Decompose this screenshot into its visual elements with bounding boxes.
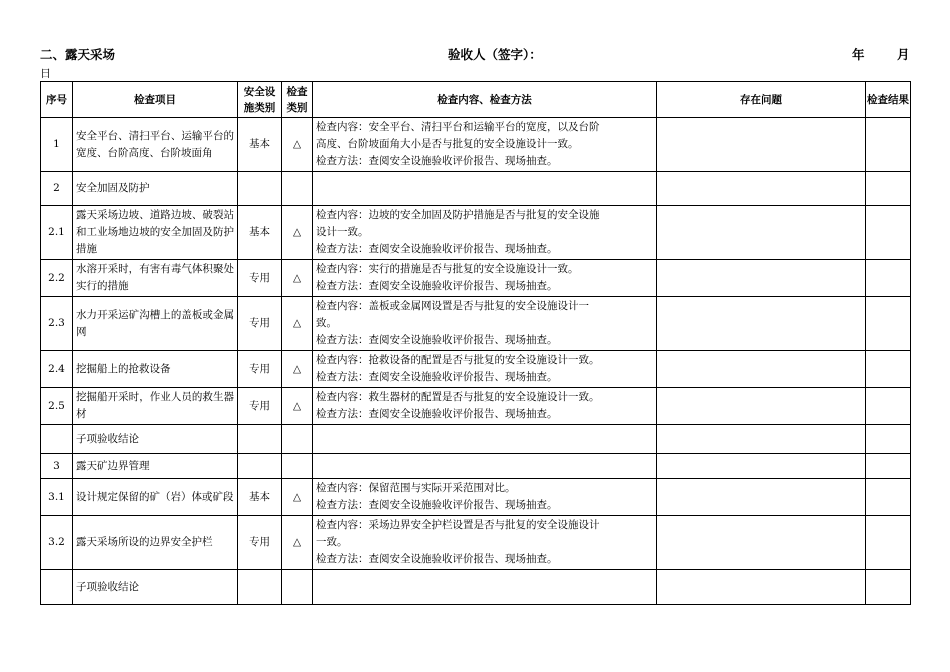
col-header-no: 序号 (41, 82, 73, 118)
content-line: 设计一致。 (316, 226, 369, 238)
row-problems-cell (657, 388, 866, 425)
content-line: 一致。 (316, 536, 348, 548)
table-row (41, 351, 911, 388)
row-result-cell (866, 297, 911, 351)
month-label: 月 (897, 47, 910, 62)
year-label: 年 (852, 47, 865, 62)
row-facility-type: 专用 (238, 516, 282, 570)
row-content (313, 388, 657, 425)
row-content (313, 516, 657, 570)
row-number: 3.1 (41, 479, 73, 516)
content-line: 检查方法：查阅安全设施验收评价报告、现场抽查。 (316, 243, 558, 255)
content-line: 检查内容：实行的措施是否与批复的安全设施设计一致。 (316, 263, 579, 275)
row-item: 安全加固及防护 (73, 172, 238, 206)
row-problems-cell (657, 172, 866, 206)
row-result-cell (866, 206, 911, 260)
content-line: 检查内容：抢救设备的配置是否与批复的安全设施设计一致。 (316, 354, 600, 366)
row-result-cell (866, 118, 911, 172)
row-check-type: △ (282, 351, 313, 388)
table-row (41, 479, 911, 516)
row-problems-cell (657, 425, 866, 454)
row-item: 子项验收结论 (73, 570, 238, 605)
table-row (41, 206, 911, 260)
row-facility-type: 专用 (238, 388, 282, 425)
row-content (313, 425, 657, 454)
row-facility-type: 专用 (238, 260, 282, 297)
row-facility-type: 基本 (238, 479, 282, 516)
row-content (313, 206, 657, 260)
row-facility-type: 基本 (238, 118, 282, 172)
day-label: 日 (40, 67, 51, 80)
row-problems-cell (657, 479, 866, 516)
col-header-result: 检查结果 (866, 82, 911, 118)
table-header-row (41, 82, 911, 118)
content-line: 检查方法：查阅安全设施验收评价报告、现场抽查。 (316, 280, 558, 292)
content-line: 检查内容：边坡的安全加固及防护措施是否与批复的安全设施 (316, 209, 600, 221)
row-number (41, 570, 73, 605)
content-line: 检查方法：查阅安全设施验收评价报告、现场抽查。 (316, 499, 558, 511)
row-content (313, 479, 657, 516)
row-facility-type: 专用 (238, 351, 282, 388)
content-line: 检查方法：查阅安全设施验收评价报告、现场抽查。 (316, 553, 558, 565)
page-header (40, 45, 910, 63)
table-row (41, 570, 911, 605)
content-line: 检查方法：查阅安全设施验收评价报告、现场抽查。 (316, 155, 558, 167)
table-row (41, 118, 911, 172)
row-result-cell (866, 351, 911, 388)
content-line: 检查方法：查阅安全设施验收评价报告、现场抽查。 (316, 334, 558, 346)
row-result-cell (866, 260, 911, 297)
row-number: 2.2 (41, 260, 73, 297)
row-check-type: △ (282, 388, 313, 425)
row-content (313, 297, 657, 351)
row-check-type: △ (282, 297, 313, 351)
row-content (313, 351, 657, 388)
row-facility-type (238, 425, 282, 454)
row-problems-cell (657, 297, 866, 351)
row-item: 子项验收结论 (73, 425, 238, 454)
table-row (41, 388, 911, 425)
row-problems-cell (657, 351, 866, 388)
row-item: 挖掘船上的抢救设备 (73, 351, 238, 388)
row-item: 设计规定保留的矿（岩）体或矿段 (73, 479, 238, 516)
content-line: 检查内容：救生器材的配置是否与批复的安全设施设计一致。 (316, 391, 600, 403)
col-header-problems: 存在问题 (657, 82, 866, 118)
row-item: 露天矿边界管理 (73, 454, 238, 479)
row-number: 2.5 (41, 388, 73, 425)
row-item: 水力开采运矿沟槽上的盖板或金属网 (73, 297, 238, 351)
row-facility-type (238, 172, 282, 206)
row-content (313, 260, 657, 297)
table-body (41, 118, 911, 605)
row-facility-type (238, 570, 282, 605)
row-problems-cell (657, 118, 866, 172)
col-header-check-type: 检查类别 (282, 82, 313, 118)
row-check-type (282, 570, 313, 605)
inspector-signature-label: 验收人（签字）： (448, 47, 542, 62)
col-header-facility-type: 安全设施类别 (238, 82, 282, 118)
row-number: 2 (41, 172, 73, 206)
inspection-table (40, 81, 911, 605)
row-check-type: △ (282, 206, 313, 260)
content-line: 检查内容：保留范围与实际开采范围对比。 (316, 482, 516, 494)
row-check-type (282, 454, 313, 479)
table-row (41, 516, 911, 570)
content-line: 检查内容：采场边界安全护栏设置是否与批复的安全设施设计 (316, 519, 600, 531)
table-row (41, 297, 911, 351)
content-line: 检查内容：安全平台、清扫平台和运输平台的宽度，以及台阶 (316, 121, 600, 133)
content-line: 检查方法：查阅安全设施验收评价报告、现场抽查。 (316, 371, 558, 383)
row-number: 3 (41, 454, 73, 479)
row-problems-cell (657, 206, 866, 260)
row-check-type (282, 172, 313, 206)
row-item: 安全平台、清扫平台、运输平台的宽度、台阶高度、台阶坡面角 (73, 118, 238, 172)
row-item: 挖掘船开采时，作业人员的救生器材 (73, 388, 238, 425)
row-result-cell (866, 454, 911, 479)
row-number: 2.4 (41, 351, 73, 388)
row-problems-cell (657, 516, 866, 570)
row-content (313, 570, 657, 605)
row-item: 水溶开采时，有害有毒气体积聚处实行的措施 (73, 260, 238, 297)
table-row (41, 425, 911, 454)
content-line: 检查方法：查阅安全设施验收评价报告、现场抽查。 (316, 408, 558, 420)
row-content (313, 172, 657, 206)
row-result-cell (866, 479, 911, 516)
row-result-cell (866, 425, 911, 454)
row-content (313, 118, 657, 172)
section-title: 二、露天采场 (40, 47, 116, 62)
row-number: 2.1 (41, 206, 73, 260)
row-check-type: △ (282, 516, 313, 570)
row-number (41, 425, 73, 454)
table-row (41, 172, 911, 206)
row-problems-cell (657, 570, 866, 605)
row-facility-type: 基本 (238, 206, 282, 260)
row-check-type: △ (282, 479, 313, 516)
col-header-content-method: 检查内容、检查方法 (313, 82, 657, 118)
row-result-cell (866, 388, 911, 425)
row-number: 2.3 (41, 297, 73, 351)
table-row (41, 260, 911, 297)
row-item: 露天采场所设的边界安全护栏 (73, 516, 238, 570)
content-line: 高度、台阶坡面角大小是否与批复的安全设施设计一致。 (316, 138, 579, 150)
row-check-type (282, 425, 313, 454)
row-number: 3.2 (41, 516, 73, 570)
row-number: 1 (41, 118, 73, 172)
row-facility-type: 专用 (238, 297, 282, 351)
row-result-cell (866, 516, 911, 570)
row-item: 露天采场边坡、道路边坡、破裂站和工业场地边坡的安全加固及防护措施 (73, 206, 238, 260)
row-result-cell (866, 570, 911, 605)
col-header-item: 检查项目 (73, 82, 238, 118)
table-row (41, 454, 911, 479)
content-line: 致。 (316, 317, 337, 329)
row-check-type: △ (282, 260, 313, 297)
row-facility-type (238, 454, 282, 479)
row-result-cell (866, 172, 911, 206)
row-problems-cell (657, 260, 866, 297)
row-problems-cell (657, 454, 866, 479)
row-check-type: △ (282, 118, 313, 172)
content-line: 检查内容：盖板或金属网设置是否与批复的安全设施设计一 (316, 300, 589, 312)
row-content (313, 454, 657, 479)
